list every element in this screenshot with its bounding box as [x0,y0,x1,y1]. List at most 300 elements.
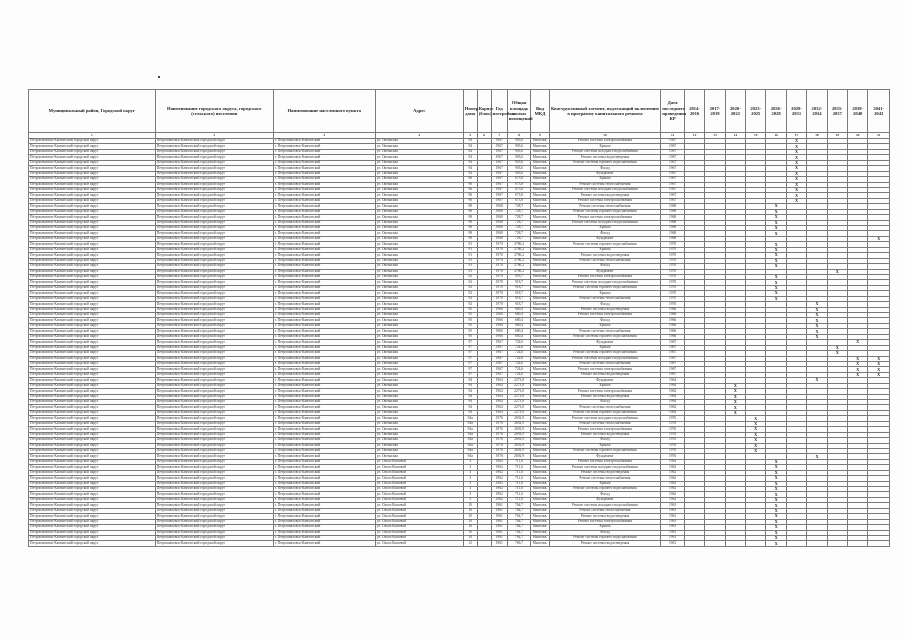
col-num: 21 [868,133,890,139]
cell-district: Петропавловск-Камчатский городской округ [29,443,156,448]
cell-district: Петропавловск-Камчатский городской округ [29,253,156,258]
cell-area: 728,7 [507,220,531,225]
cell-street: ул. Океанская [375,361,463,366]
cell-area: 764,7 [507,535,531,540]
cell-district: Петропавловск-Камчатский городской округ [29,313,156,318]
cell-block [477,541,491,546]
cell-locality: г. Петропавловск-Камчатский [273,258,375,263]
cell-settlement: Петропавловск-Камчатский городской округ [155,274,273,279]
cell-kind: Многокв. [532,236,548,241]
cell-last: 1970 [661,247,685,252]
cell-period-mark: X [786,149,806,154]
cell-period-mark: X [868,361,890,366]
cell-year: 1976 [491,454,507,459]
cell-year: 1962 [491,487,507,492]
cell-element: Ремонт системы электроснабжения [549,427,661,432]
cell-house: 94а [463,454,477,459]
cell-area: 711,6 [507,465,531,470]
cell-street: ул. Океанская [375,193,463,198]
cell-period-mark: X [868,236,890,241]
cell-last: 1966 [661,318,685,323]
cell-settlement: Петропавловск-Камчатский городской округ [155,487,273,492]
cell-street: ул. Океанская [375,389,463,394]
cell-house: 94а [463,432,477,437]
cell-year: 1968 [491,209,507,214]
cell-area: 724,6 [507,340,531,345]
cell-area: 728,7 [507,204,531,209]
cell-street: ул. Океанская [375,253,463,258]
cell-period-mark: X [766,242,786,247]
cell-street: ул. Океанская [375,236,463,241]
cell-district: Петропавловск-Камчатский городской округ [29,182,156,187]
cell-area: 764,7 [507,519,531,524]
cell-period-mark: X [827,351,847,356]
cell-year: 1976 [491,443,507,448]
cell-street: ул. Ольги Кошевой [375,497,463,502]
cell-kind: Многокв. [532,432,548,437]
cell-year: 1967 [491,361,507,366]
cell-element: Фасад [549,492,661,497]
cell-element: Ремонт системы горячего водоснабжения [549,351,661,356]
cell-settlement: Петропавловск-Камчатский городской округ [155,465,273,470]
cell-last: 1968 [661,209,685,214]
cell-kind: Многокв. [532,149,548,154]
cell-year: 1961 [491,530,507,535]
col-num: 3 [273,133,375,139]
cell-street: ул. Ольги Кошевой [375,459,463,464]
cell-locality: г. Петропавловск-Камчатский [273,541,375,546]
cell-street: ул. Океанская [375,427,463,432]
col-num: 13 [705,133,725,139]
cell-period-mark: X [766,226,786,231]
cell-kind: Многокв. [532,459,548,464]
cell-element: Ремонт системы электроснабжения [549,389,661,394]
cell-kind: Многокв. [532,198,548,203]
cell-street: ул. Океанская [375,318,463,323]
cell-locality: г. Петропавловск-Камчатский [273,247,375,252]
cell-last: 1962 [661,465,685,470]
cell-kind: Многокв. [532,464,548,469]
cell-settlement: Петропавловск-Камчатский городской округ [155,476,273,481]
cell-locality: г. Петропавловск-Камчатский [273,514,375,519]
cell-locality: г. Петропавловск-Камчатский [273,443,375,448]
cell-period-mark [705,541,725,546]
cell-period-mark: X [766,519,786,524]
cell-street: ул. Океанская [375,226,463,231]
cell-year: 1967 [491,345,507,350]
col-house-number: Номер дома [463,90,477,133]
cell-last: 1967 [661,182,685,187]
cell-area: 2692,9 [507,438,531,443]
cell-street: ул. Океанская [375,204,463,209]
cell-locality: г. Петропавловск-Камчатский [273,280,375,285]
cell-element: Ремонт системы электроснабжения [549,313,661,318]
cell-last: 1976 [661,416,685,421]
cell-house: 96 [463,193,477,198]
cell-district: Петропавловск-Камчатский городской округ [29,236,156,241]
cell-kind: Многокв. [532,448,548,453]
cell-locality: г. Петропавловск-Камчатский [273,264,375,269]
cell-element: Ремонт системы электроснабжения [549,367,661,372]
cell-area: 724,6 [507,361,531,366]
cell-year: 1961 [491,514,507,519]
cell-district: Петропавловск-Камчатский городской округ [29,351,156,356]
cell-area: 903,6 [507,155,531,160]
cell-street: ул. Ольги Кошевой [375,481,463,486]
cell-settlement: Петропавловск-Камчатский городской округ [155,323,273,328]
cell-period-mark: X [746,443,766,448]
cell-area: 903,6 [507,171,531,176]
cell-last: 1970 [661,302,685,307]
cell-locality: г. Петропавловск-Камчатский [273,166,375,171]
cell-locality: г. Петропавловск-Камчатский [273,367,375,372]
cell-district: Петропавловск-Камчатский городской округ [29,410,156,415]
cell-locality: г. Петропавловск-Камчатский [273,139,375,144]
cell-kind: Многокв. [532,475,548,480]
cell-house: 3 [463,492,477,497]
cell-year: 1961 [491,541,507,546]
cell-district: Петропавловск-Камчатский городской округ [29,340,156,345]
cell-settlement: Петропавловск-Камчатский городской округ [155,503,273,508]
cell-element: Ремонт системы теплоснабжения [549,258,661,263]
cell-house: 3 [463,470,477,475]
cell-district: Петропавловск-Камчатский городской округ [29,269,156,274]
cell-last: 1967 [661,361,685,366]
cell-period-mark: X [746,432,766,437]
cell-kind: Многокв. [532,285,548,290]
cell-year: 1976 [491,448,507,453]
cell-last: 1961 [661,503,685,508]
col-total-area: Общая площадь жилых помещений [507,90,531,133]
cell-house: 91 [463,269,477,274]
cell-settlement: Петропавловск-Камчатский городской округ [155,334,273,339]
cell-kind: Многокв. [532,442,548,447]
cell-district: Петропавловск-Камчатский городской округ [29,291,156,296]
cell-locality: г. Петропавловск-Камчатский [273,345,375,350]
cell-period-mark [786,541,806,546]
cell-last: 1961 [661,530,685,535]
cell-last: 1964 [661,410,685,415]
cell-kind: Многокв. [532,247,548,252]
cell-last: 1976 [661,438,685,443]
cell-district: Петропавловск-Камчатский городской округ [29,367,156,372]
cell-last: 1970 [661,285,685,290]
cell-house: 94 [463,155,477,160]
cell-house: 94а [463,438,477,443]
cell-year: 1961 [491,508,507,513]
cell-settlement: Петропавловск-Камчатский городской округ [155,296,273,301]
cell-area: 918,7 [507,274,531,279]
cell-settlement: Петропавловск-Камчатский городской округ [155,492,273,497]
cell-period-mark: X [766,535,786,540]
cell-district: Петропавловск-Камчатский городской округ [29,514,156,519]
cell-settlement: Петропавловск-Камчатский городской округ [155,209,273,214]
cell-house: 10 [463,525,477,530]
cell-house: 98 [463,226,477,231]
cell-period-mark: X [807,378,827,383]
cell-element: Ремонт системы водоотведения [549,470,661,475]
cell-kind: Многокв. [532,339,548,344]
cell-period-mark: X [766,264,786,269]
cell-house: 97 [463,367,477,372]
cell-area: 680,4 [507,318,531,323]
cell-area: 2786,2 [507,264,531,269]
cell-district: Петропавловск-Камчатский городской округ [29,470,156,475]
cell-house: 98 [463,220,477,225]
cell-area: 764,7 [507,503,531,508]
cell-period-mark: X [807,318,827,323]
cell-district: Петропавловск-Камчатский городской округ [29,139,156,144]
cell-street: ул. Океанская [375,367,463,372]
cell-period-mark: X [786,171,806,176]
cell-house: 94 [463,171,477,176]
cell-period-mark: X [786,177,806,182]
cell-house: 94 [463,166,477,171]
cell-house: 91 [463,258,477,263]
cell-area: 724,6 [507,367,531,372]
cell-kind: Многокв. [532,263,548,268]
cell-last: 1964 [661,400,685,405]
cell-element: Фасад [549,302,661,307]
cell-element: Ремонт системы теплоснабжения [549,405,661,410]
col-num: 7 [491,133,507,139]
cell-year: 1962 [491,492,507,497]
cell-element: Ремонт системы электроснабжения [549,459,661,464]
cell-kind: Многокв. [532,181,548,186]
cell-area: 673,8 [507,187,531,192]
cell-area: 728,7 [507,236,531,241]
cell-period-mark: X [807,313,827,318]
cell-period-mark: X [766,253,786,258]
cell-locality: г. Петропавловск-Камчатский [273,215,375,220]
cell-house: 92 [463,302,477,307]
cell-kind: Многокв. [532,437,548,442]
cell-settlement: Петропавловск-Камчатский городской округ [155,220,273,225]
cell-area: 724,6 [507,372,531,377]
cell-element: Фасад [549,231,661,236]
cell-element: Фасад [549,530,661,535]
cell-settlement: Петропавловск-Камчатский городской округ [155,416,273,421]
col-num: 12 [684,133,704,139]
col-structural-element: Конструктивный элемент, подлежащий включению в программу капитального ремонта [549,90,661,133]
cell-year: 1967 [491,351,507,356]
cell-last: 1968 [661,204,685,209]
cell-settlement: Петропавловск-Камчатский городской округ [155,247,273,252]
cell-street: ул. Океанская [375,177,463,182]
cell-locality: г. Петропавловск-Камчатский [273,405,375,410]
cell-element: Ремонт системы теплоснабжения [549,361,661,366]
cell-settlement: Петропавловск-Камчатский городской округ [155,372,273,377]
cell-house: 3 [463,465,477,470]
cell-street: ул. Океанская [375,171,463,176]
cell-element: Ремонт системы горячего водоснабжения [549,410,661,415]
col-period-2020: 2020-2022 [725,90,745,133]
col-num: 9 [531,133,549,139]
cell-element: Ремонт системы водоотведения [549,432,661,437]
cell-locality: г. Петропавловск-Камчатский [273,508,375,513]
cell-street: ул. Ольги Кошевой [375,541,463,546]
cell-period-mark: X [868,367,890,372]
col-num: 10 [549,133,661,139]
cell-last: 1967 [661,160,685,165]
cell-locality: г. Петропавловск-Камчатский [273,476,375,481]
cell-district: Петропавловск-Камчатский городской округ [29,209,156,214]
cell-year: 1970 [491,296,507,301]
cell-house: 3 [463,497,477,502]
cell-settlement: Петропавловск-Камчатский городской округ [155,280,273,285]
cell-period-mark: X [725,394,745,399]
cell-settlement: Петропавловск-Камчатский городской округ [155,253,273,258]
cell-house: 94 [463,144,477,149]
cell-street: ул. Ольги Кошевой [375,508,463,513]
cell-period-mark: X [766,530,786,535]
cell-street: ул. Океанская [375,421,463,426]
cell-last: 1976 [661,448,685,453]
cell-district: Петропавловск-Камчатский городской округ [29,508,156,513]
cell-house: 96 [463,198,477,203]
cell-element: Фундамент [549,454,661,459]
cell-element: Фасад [549,438,661,443]
cell-house: 91 [463,253,477,258]
cell-house: 95 [463,313,477,318]
cell-period-mark: X [725,405,745,410]
cell-house: 10 [463,508,477,513]
cell-house: 94 [463,394,477,399]
cell-district: Петропавловск-Камчатский городской округ [29,198,156,203]
cell-locality: г. Петропавловск-Камчатский [273,351,375,356]
cell-kind: Многокв. [532,404,548,409]
cell-last: 1962 [661,492,685,497]
cell-kind: Многокв. [532,535,548,540]
cell-kind: Многокв. [532,176,548,181]
cell-last: 1976 [661,421,685,426]
scan-speck [158,76,160,78]
cell-last: 1967 [661,187,685,192]
cell-year: 1968 [491,226,507,231]
col-num: 19 [827,133,847,139]
cell-period-mark: X [786,144,806,149]
cell-house: 98 [463,204,477,209]
cell-street: ул. Океанская [375,405,463,410]
cell-year: 1964 [491,383,507,388]
cell-street: ул. Океанская [375,209,463,214]
cell-year: 1962 [491,481,507,486]
cell-house: 94 [463,160,477,165]
col-period-2032: 2032-2034 [807,90,827,133]
cell-settlement: Петропавловск-Камчатский городской округ [155,383,273,388]
cell-kind: Многокв. [532,143,548,148]
cell-kind: Многокв. [532,328,548,333]
cell-street: ул. Океанская [375,394,463,399]
cell-locality: г. Петропавловск-Камчатский [273,329,375,334]
cell-settlement: Петропавловск-Камчатский городской округ [155,242,273,247]
col-num: 17 [786,133,806,139]
cell-area: 918,7 [507,285,531,290]
cell-kind: Многокв. [532,138,548,143]
cell-street: ул. Океанская [375,198,463,203]
cell-settlement: Петропавловск-Камчатский городской округ [155,302,273,307]
cell-year: 1966 [491,334,507,339]
cell-area: 2273,8 [507,383,531,388]
cell-kind: Многокв. [532,241,548,246]
cell-element: Фундамент [549,269,661,274]
cell-year: 1962 [491,459,507,464]
cell-district: Петропавловск-Камчатский городской округ [29,432,156,437]
cell-locality: г. Петропавловск-Камчатский [273,459,375,464]
cell-period-mark: X [766,258,786,263]
cell-locality: г. Петропавловск-Камчатский [273,389,375,394]
cell-street: ул. Океанская [375,215,463,220]
cell-year: 1966 [491,318,507,323]
cell-district: Петропавловск-Камчатский городской округ [29,274,156,279]
cell-house: 95 [463,334,477,339]
cell-street: ул. Океанская [375,307,463,312]
cell-settlement: Петропавловск-Камчатский городской округ [155,394,273,399]
cell-district: Петропавловск-Камчатский городской округ [29,427,156,432]
cell-district: Петропавловск-Камчатский городской округ [29,329,156,334]
cell-kind: Многокв. [532,230,548,235]
cell-element: Ремонт системы водоотведения [549,394,661,399]
cell-period-mark: X [807,329,827,334]
cell-year: 1967 [491,149,507,154]
cell-year: 1968 [491,220,507,225]
cell-kind: Многокв. [532,399,548,404]
cell-period-mark: X [807,454,827,459]
cell-area: 903,6 [507,149,531,154]
cell-period-mark: X [766,296,786,301]
cell-house: 92 [463,285,477,290]
cell-street: ул. Океанская [375,345,463,350]
col-municipality: Муниципальный район, Городской округ [29,90,156,133]
cell-house: 94 [463,378,477,383]
cell-last: 1967 [661,367,685,372]
cell-element: Ремонт системы холодного водоснабжения [549,187,661,192]
cell-period-mark: X [766,476,786,481]
cell-district: Петропавловск-Камчатский городской округ [29,204,156,209]
cell-settlement: Петропавловск-Камчатский городской округ [155,144,273,149]
cell-last: 1967 [661,372,685,377]
cell-element: Ремонт системы электроснабжения [549,274,661,279]
cell-year: 1967 [491,139,507,144]
cell-area: 680,4 [507,313,531,318]
cell-kind: Многокв. [532,154,548,159]
cell-area: 673,8 [507,182,531,187]
cell-settlement: Петропавловск-Камчатский городской округ [155,535,273,540]
cell-settlement: Петропавловск-Камчатский городской округ [155,318,273,323]
register-rows [29,139,890,547]
cell-settlement: Петропавловск-Камчатский городской округ [155,231,273,236]
cell-locality: г. Петропавловск-Камчатский [273,438,375,443]
cell-settlement: Петропавловск-Камчатский городской округ [155,497,273,502]
cell-district: Петропавловск-Камчатский городской округ [29,242,156,247]
cell-settlement: Петропавловск-Камчатский городской округ [155,351,273,356]
cell-street: ул. Океанская [375,448,463,453]
cell-settlement: Петропавловск-Камчатский городской округ [155,443,273,448]
cell-last: 1966 [661,313,685,318]
cell-element: Ремонт системы теплоснабжения [549,296,661,301]
cell-element: Ремонт системы водоотведения [549,193,661,198]
cell-period-mark: X [766,497,786,502]
cell-element: Крыша [549,345,661,350]
cell-settlement: Петропавловск-Камчатский городской округ [155,525,273,530]
cell-last: 1961 [661,519,685,524]
cell-last: 1970 [661,258,685,263]
cell-settlement: Петропавловск-Камчатский городской округ [155,291,273,296]
cell-last: 1968 [661,220,685,225]
cell-house: 94а [463,443,477,448]
cell-period-mark [746,541,766,546]
cell-last: 1964 [661,389,685,394]
